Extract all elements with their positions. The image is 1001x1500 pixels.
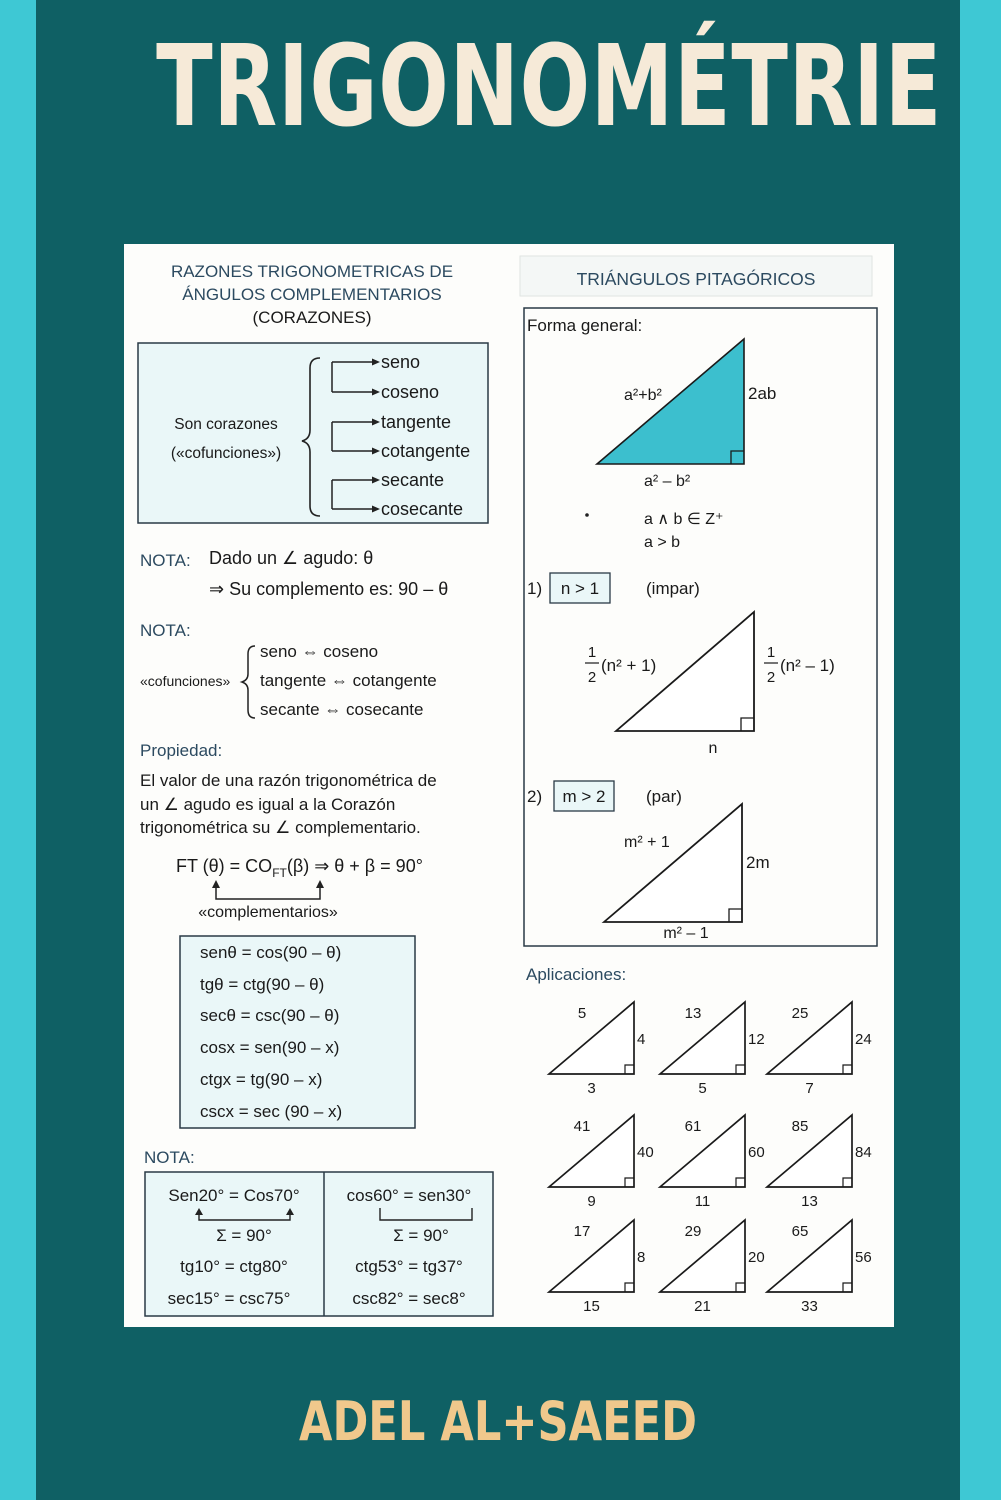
triple-hypotenuse: 65 bbox=[791, 1223, 809, 1240]
triple-triangle bbox=[767, 1115, 872, 1210]
nota3-left-4: sec15° = csc75° bbox=[167, 1289, 291, 1308]
nota2-label: NOTA: bbox=[140, 621, 191, 640]
triple-base: 5 bbox=[698, 1080, 707, 1097]
general-base: a² – b² bbox=[644, 473, 691, 490]
left-heading bbox=[171, 262, 453, 327]
nota3-right-1: cos60° = sen30° bbox=[346, 1186, 472, 1205]
identity-6: cscx = sec (90 – x) bbox=[200, 1102, 343, 1121]
case2-tag: (par) bbox=[646, 787, 682, 806]
formula-sheet-drawing bbox=[124, 244, 894, 1327]
nota2-pair1: seno ⇔ coseno bbox=[260, 642, 379, 661]
corazones-label1: Son corazones bbox=[174, 416, 278, 433]
case2-hyp: m² + 1 bbox=[624, 834, 670, 851]
case2-base: m² – 1 bbox=[663, 925, 709, 942]
nota3-left-2: Σ = 90° bbox=[216, 1226, 272, 1245]
triple-triangle bbox=[767, 1220, 872, 1315]
triple-base: 15 bbox=[583, 1298, 600, 1315]
nota3-left-1: Sen20° = Cos70° bbox=[168, 1186, 300, 1205]
case1-base: n bbox=[708, 740, 718, 757]
case1-hyp: (n² + 1) bbox=[601, 656, 657, 675]
triple-hypotenuse: 29 bbox=[684, 1223, 702, 1240]
item-secante: secante bbox=[381, 470, 445, 490]
nota2-cofunciones: «cofunciones» bbox=[140, 673, 231, 689]
case1-hyp-num: 1 bbox=[587, 644, 597, 661]
formula-sheet bbox=[124, 244, 894, 1327]
complementarios-label: «complementarios» bbox=[198, 904, 338, 921]
case1-leg-num: 1 bbox=[766, 644, 776, 661]
triple-hypotenuse: 85 bbox=[791, 1118, 809, 1135]
triple-hypotenuse: 41 bbox=[573, 1118, 591, 1135]
triple-leg: 84 bbox=[855, 1144, 872, 1161]
nota3-right-2: Σ = 90° bbox=[393, 1226, 449, 1245]
item-cosecante: cosecante bbox=[381, 499, 464, 519]
triple-base: 11 bbox=[694, 1193, 711, 1210]
corazones-box bbox=[138, 343, 488, 523]
nota1-line1: Dado un ∠ agudo: θ bbox=[209, 548, 374, 568]
triple-triangle bbox=[660, 1220, 765, 1315]
case2-num: 2) bbox=[527, 787, 543, 806]
triple-hypotenuse: 5 bbox=[577, 1005, 587, 1022]
triple-base: 9 bbox=[587, 1193, 596, 1210]
nota3-left-3: tg10° = ctg80° bbox=[180, 1257, 288, 1276]
triples-grid bbox=[549, 1002, 872, 1315]
triple-leg: 12 bbox=[748, 1031, 765, 1048]
nota1-line2: ⇒ Su complemento es: 90 – θ bbox=[209, 579, 449, 599]
identity-2: tgθ = ctg(90 – θ) bbox=[200, 975, 325, 994]
nota3-right-3: ctg53° = tg37° bbox=[355, 1257, 463, 1276]
propiedad-line2: un ∠ agudo es igual a la Corazón bbox=[140, 795, 396, 814]
triple-hypotenuse: 17 bbox=[573, 1223, 591, 1240]
general-triangle bbox=[597, 339, 744, 464]
cond-2: a > b bbox=[644, 534, 681, 551]
case2-leg: 2m bbox=[746, 853, 770, 872]
triple-triangle bbox=[549, 1220, 645, 1315]
triple-hypotenuse: 25 bbox=[791, 1005, 809, 1022]
triple-leg: 40 bbox=[637, 1144, 654, 1161]
cond-1: a ∧ b ∈ Z⁺ bbox=[644, 511, 724, 528]
case1-hyp-den: 2 bbox=[587, 669, 597, 686]
case2-box: m > 2 bbox=[562, 787, 606, 806]
item-tangente: tangente bbox=[381, 412, 452, 432]
case1-num: 1) bbox=[527, 579, 543, 598]
formula-bracket bbox=[216, 884, 320, 899]
forma-general-label: Forma general: bbox=[527, 316, 643, 335]
triple-triangle bbox=[660, 1002, 765, 1097]
triple-base: 33 bbox=[801, 1298, 818, 1315]
nota3-box bbox=[145, 1172, 493, 1316]
propiedad-line3: trigonométrica su ∠ complementario. bbox=[140, 818, 421, 837]
triple-triangle bbox=[767, 1002, 872, 1097]
triple-leg: 24 bbox=[855, 1031, 872, 1048]
nota3-right-4: csc82° = sec8° bbox=[352, 1289, 466, 1308]
nota1-label: NOTA: bbox=[140, 551, 191, 570]
book-author: ADEL AL+SAEED bbox=[299, 1390, 697, 1453]
triple-leg: 56 bbox=[855, 1249, 872, 1266]
left-heading-line1: RAZONES TRIGONOMETRICAS DE bbox=[170, 262, 454, 281]
triple-leg: 60 bbox=[748, 1144, 765, 1161]
item-seno: seno bbox=[381, 352, 421, 372]
case1-tag: (impar) bbox=[646, 579, 700, 598]
triple-base: 21 bbox=[694, 1298, 711, 1315]
nota2-pair3: secante ⇔ cosecante bbox=[260, 700, 424, 719]
triple-triangle bbox=[660, 1115, 765, 1210]
general-leg: 2ab bbox=[748, 384, 777, 403]
general-hyp: a²+b² bbox=[624, 387, 662, 404]
item-coseno: coseno bbox=[381, 382, 440, 402]
triple-base: 7 bbox=[805, 1080, 814, 1097]
case1-box: n > 1 bbox=[560, 579, 600, 598]
propiedad-line1: El valor de una razón trigonométrica de bbox=[140, 771, 437, 790]
nota3-label: NOTA: bbox=[144, 1148, 195, 1167]
triple-hypotenuse: 61 bbox=[684, 1118, 702, 1135]
identity-3: secθ = csc(90 – θ) bbox=[200, 1006, 340, 1025]
propiedad-label: Propiedad: bbox=[140, 741, 223, 760]
triple-hypotenuse: 13 bbox=[684, 1005, 702, 1022]
left-heading-line3: (CORAZONES) bbox=[252, 308, 372, 327]
triple-leg: 4 bbox=[637, 1031, 646, 1048]
corazones-label2: («cofunciones») bbox=[170, 445, 282, 462]
case2-triangle bbox=[604, 804, 742, 922]
triple-triangle bbox=[549, 1002, 645, 1097]
nota2-pair2: tangente ⇔ cotangente bbox=[260, 671, 437, 690]
identity-5: ctgx = tg(90 – x) bbox=[200, 1070, 323, 1089]
triple-triangle bbox=[549, 1115, 654, 1210]
nota2-brace bbox=[242, 646, 255, 718]
formula: FT $(\theta) = CO_{FT}(\beta)$ ⇒ θ + β = 90° bbox=[176, 856, 423, 880]
item-cotangente: cotangente bbox=[381, 441, 471, 461]
triple-leg: 20 bbox=[748, 1249, 765, 1266]
case1-leg: (n² – 1) bbox=[780, 656, 835, 675]
triple-base: 3 bbox=[587, 1080, 596, 1097]
right-heading: TRIÁNGULOS PITAGÓRICOS bbox=[576, 269, 816, 289]
identity-1: senθ = cos(90 – θ) bbox=[200, 943, 342, 962]
identities-box bbox=[180, 936, 415, 1128]
book-title: TRIGONOMÉTRIE bbox=[156, 22, 943, 152]
left-heading-line2: ÁNGULOS COMPLEMENTARIOS bbox=[182, 285, 442, 304]
aplicaciones-label: Aplicaciones: bbox=[526, 965, 627, 984]
case1-leg-den: 2 bbox=[766, 669, 776, 686]
triple-leg: 8 bbox=[637, 1249, 646, 1266]
identity-4: cosx = sen(90 – x) bbox=[200, 1038, 340, 1057]
triple-base: 13 bbox=[801, 1193, 818, 1210]
